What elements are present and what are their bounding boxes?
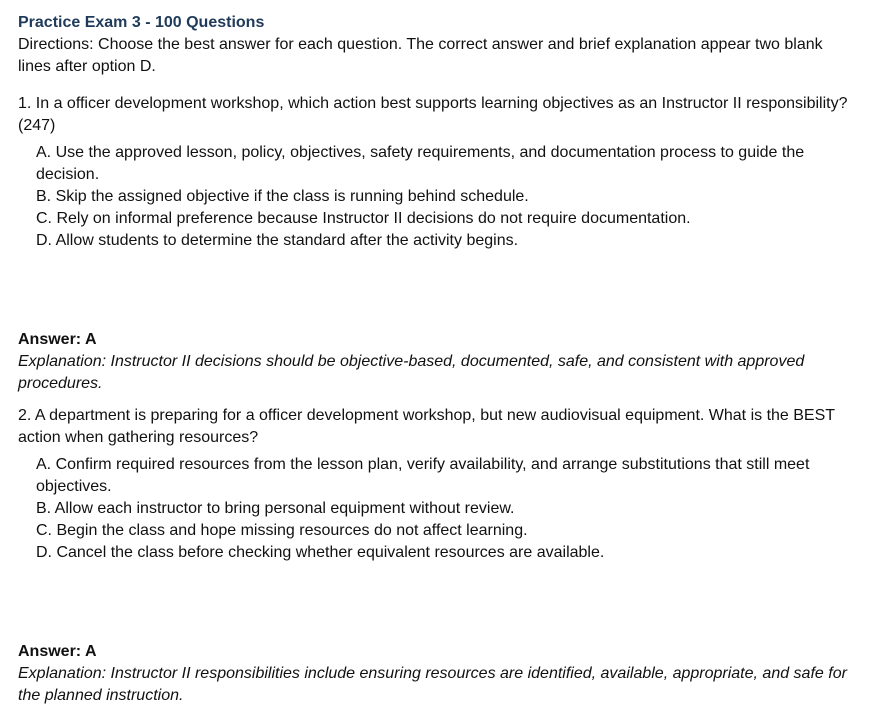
answer-label: Answer: A bbox=[18, 331, 97, 348]
blank-gap bbox=[18, 564, 857, 641]
question-text: 2. A department is preparing for a officer development workshop, but new audiovisual equipment. What is the BEST action when gathering resources? bbox=[18, 407, 835, 446]
option-list bbox=[18, 454, 857, 564]
option-b: B. Skip the assigned objective if the class is running behind schedule. bbox=[36, 188, 529, 205]
option-b: B. Allow each instructor to bring personal equipment without review. bbox=[36, 500, 515, 517]
option-a: A. Confirm required resources from the lesson plan, verify availability, and arrange substitutions that still meet objectives. bbox=[36, 456, 810, 495]
answer-explanation: Explanation: Instructor II decisions should be objective-based, documented, safe, and consistent with approved procedures. bbox=[18, 353, 805, 392]
option-list bbox=[18, 142, 857, 252]
question-text: 1. In a officer development workshop, which action best supports learning objectives as an Instructor II responsibility? (247) bbox=[18, 95, 848, 134]
answer-label: Answer: A bbox=[18, 643, 97, 660]
option-d: D. Cancel the class before checking whether equivalent resources are available. bbox=[36, 544, 605, 561]
blank-gap bbox=[18, 252, 857, 329]
option-a: A. Use the approved lesson, policy, objectives, safety requirements, and documentation process to guide the decision. bbox=[36, 144, 805, 183]
option-d: D. Allow students to determine the standard after the activity begins. bbox=[36, 232, 519, 249]
question-block-2 bbox=[18, 405, 857, 707]
exam-title: Practice Exam 3 - 100 Questions bbox=[18, 14, 265, 31]
answer-explanation: Explanation: Instructor II responsibilities include ensuring resources are identified, available, appropriate, and safe for the planned instruction. bbox=[18, 665, 847, 704]
exam-directions: Directions: Choose the best answer for each question. The correct answer and brief explanation appear two blank lines after option D. bbox=[18, 36, 823, 75]
option-c: C. Rely on informal preference because Instructor II decisions do not require documentation. bbox=[36, 210, 691, 227]
option-c: C. Begin the class and hope missing resources do not affect learning. bbox=[36, 522, 528, 539]
question-block-1 bbox=[18, 93, 857, 395]
